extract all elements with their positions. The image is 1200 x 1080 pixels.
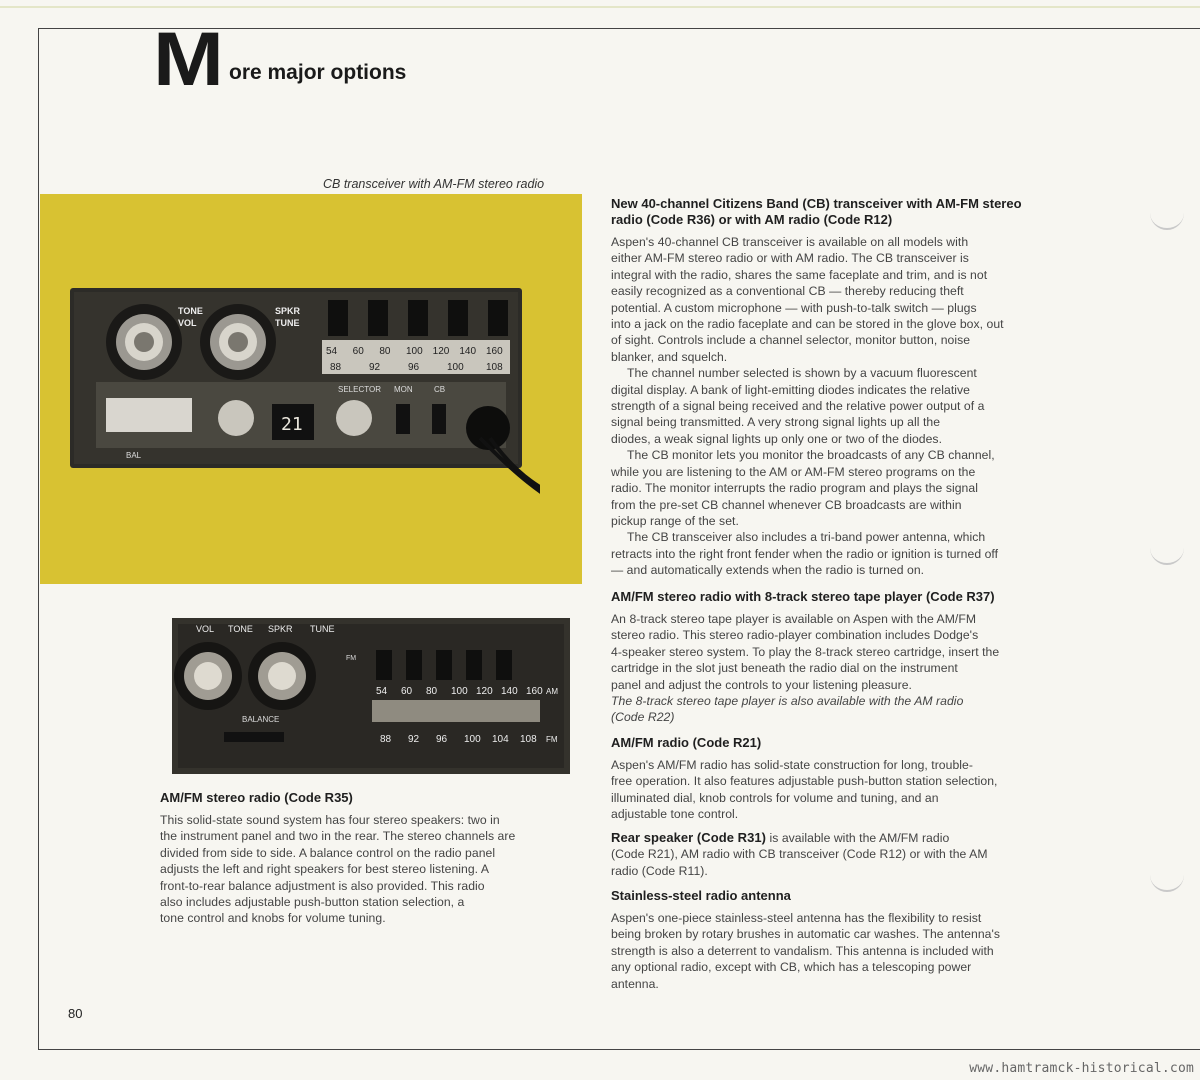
dial-scale-number: 80 bbox=[379, 346, 391, 357]
text-line: being broken by rotary brushes in automatic car washes. The antenna's bbox=[611, 927, 1000, 942]
text-line: pickup range of the set. bbox=[611, 513, 739, 528]
dial-scale-number: 120 bbox=[476, 686, 493, 697]
text-line: integral with the radio, shares the same faceplate and trim, and is not bbox=[611, 267, 988, 282]
balance-slider bbox=[224, 732, 284, 742]
tone-vol-knob bbox=[106, 304, 182, 380]
section-heading: AM/FM stereo radio (Code R35) bbox=[160, 790, 353, 805]
text-line: potential. A custom microphone — with push-to-talk switch — plugs bbox=[611, 300, 977, 315]
bal-label: BAL bbox=[126, 451, 142, 460]
text-line: any optional radio, except with CB, which has a telescoping power bbox=[611, 960, 972, 975]
dial-scale-number: 92 bbox=[408, 734, 420, 745]
top-rule bbox=[0, 6, 1200, 8]
text-line: An 8-track stereo tape player is available on Aspen with the AM/FM bbox=[611, 612, 977, 626]
cb-button bbox=[432, 404, 446, 434]
am-band-label: AM bbox=[546, 687, 558, 696]
cb-transceiver-section bbox=[611, 196, 1081, 579]
spkr-tune-knob bbox=[200, 304, 276, 380]
text-line: digital display. A bank of light-emitting diodes indicates the relative bbox=[611, 382, 970, 397]
tone-label-2: TONE bbox=[228, 624, 253, 634]
mon-button bbox=[396, 404, 410, 434]
text-line: antenna. bbox=[611, 976, 659, 991]
dial-scale-number: 60 bbox=[352, 346, 364, 357]
dial-scale-number: 100 bbox=[464, 734, 481, 745]
text-line: — and automatically extends when the radio is turned on. bbox=[611, 563, 925, 578]
tune-label-2: TUNE bbox=[310, 624, 335, 634]
text-line: The channel number selected is shown by a vacuum fluorescent bbox=[627, 366, 977, 381]
text-line: The CB monitor lets you monitor the broadcasts of any CB channel, bbox=[627, 448, 995, 463]
watermark: www.hamtramck-historical.com bbox=[969, 1061, 1194, 1076]
dial-scale-number: 54 bbox=[326, 346, 338, 357]
cb-radio-photo bbox=[70, 288, 540, 528]
text-line: free operation. It also features adjustable push-button station selection, bbox=[611, 774, 998, 789]
text-line: stereo radio. This stereo radio-player combination includes Dodge's bbox=[611, 628, 979, 643]
text-line: tone control and knobs for volume tuning. bbox=[160, 911, 386, 926]
fm-band-label: FM bbox=[546, 735, 558, 744]
dial-scale-number: 100 bbox=[447, 362, 464, 373]
text-line: Aspen's AM/FM radio has solid-state construction for long, trouble- bbox=[611, 758, 973, 772]
spkr-tune-knob-2 bbox=[248, 642, 316, 710]
antenna-section bbox=[611, 888, 1081, 992]
dial-scale-number: 96 bbox=[408, 362, 420, 373]
section-heading: Stainless-steel radio antenna bbox=[611, 888, 791, 903]
text-line: (Code R21), AM radio with CB transceiver (Code R12) or with the AM bbox=[611, 847, 988, 862]
dial-scale-number: 88 bbox=[330, 362, 342, 373]
section-heading-line: radio (Code R36) or with AM radio (Code R12) bbox=[611, 212, 893, 227]
text-line: Aspen's 40-channel CB transceiver is available on all models with bbox=[611, 235, 969, 249]
eight-track-section bbox=[611, 589, 1081, 726]
dial-scale-number: 104 bbox=[492, 734, 509, 745]
section-heading-line: New 40-channel Citizens Band (CB) transceiver with AM-FM stereo bbox=[611, 196, 1022, 211]
text-line: retracts into the right front fender when the radio or ignition is turned off bbox=[611, 546, 999, 561]
text-line: strength of a signal being received and the relative power output of a bbox=[611, 399, 985, 414]
text-line: The 8-track stereo tape player is also available with the AM radio bbox=[611, 694, 964, 709]
am-fm-radio-section bbox=[611, 735, 1081, 823]
title-initial: M bbox=[153, 17, 222, 102]
dial-scale-number: 108 bbox=[486, 362, 503, 373]
text-line: illuminated dial, knob controls for volume and tuning, and an bbox=[611, 790, 939, 805]
vol-tone-knob bbox=[174, 642, 242, 710]
squelch-knob bbox=[218, 400, 254, 436]
balance-label: BALANCE bbox=[242, 715, 280, 724]
text-line: diodes, a weak signal lights up only one or two of the diodes. bbox=[611, 431, 943, 446]
dial-scale-number: 140 bbox=[501, 686, 518, 697]
text-line: signal being transmitted. A very strong signal lights up all the bbox=[611, 415, 941, 430]
rear-speaker-text: is available with the AM/FM radio bbox=[766, 831, 950, 845]
text-line: panel and adjust the controls to your listening pleasure. bbox=[611, 677, 912, 692]
text-line: cartridge in the slot just beneath the radio dial on the instrument bbox=[611, 661, 958, 676]
dial-scale-number: 160 bbox=[486, 346, 503, 357]
dial-scale-number: 80 bbox=[426, 686, 438, 697]
dial-scale-number: 108 bbox=[520, 734, 537, 745]
text-line: of sight. Controls include a channel selector, monitor button, noise bbox=[611, 333, 971, 348]
mon-label: MON bbox=[394, 385, 413, 394]
text-line: front-to-rear balance adjustment is also provided. This radio bbox=[160, 878, 485, 893]
tune-label: TUNE bbox=[275, 318, 300, 328]
page-number: 80 bbox=[68, 1006, 83, 1021]
spkr-label-2: SPKR bbox=[268, 624, 293, 634]
tuning-dial-2 bbox=[372, 700, 540, 722]
rear-speaker-first-line bbox=[611, 830, 1081, 846]
text-line: The CB transceiver also includes a tri-band power antenna, which bbox=[627, 530, 986, 545]
text-line: Aspen's one-piece stainless-steel antenna has the flexibility to resist bbox=[611, 911, 982, 925]
vol-label: VOL bbox=[178, 318, 197, 328]
dial-scale-number: 88 bbox=[380, 734, 392, 745]
photo-caption: CB transceiver with AM-FM stereo radio bbox=[323, 177, 545, 191]
page-title: ore major options bbox=[229, 61, 407, 84]
am-fm-stereo-section bbox=[160, 790, 590, 927]
dial-scale-number: 96 bbox=[436, 734, 448, 745]
dial-scale-number: 100 bbox=[406, 346, 423, 357]
dial-scale-number: 92 bbox=[369, 362, 381, 373]
text-line: while you are listening to the AM or AM-FM stereo programs on the bbox=[611, 464, 976, 479]
selector-knob bbox=[336, 400, 372, 436]
section-heading: Rear speaker (Code R31) bbox=[611, 830, 767, 845]
dial-scale-number: 60 bbox=[401, 686, 413, 697]
text-line: also includes adjustable push-button station selection, a bbox=[160, 895, 465, 910]
text-line: adjusts the left and right speakers for best stereo listening. A bbox=[160, 862, 490, 877]
text-line: strength is also a deterrent to vandalism. This antenna is included with bbox=[611, 943, 994, 958]
fm-indicator: FM bbox=[346, 655, 357, 662]
text-line: either AM-FM stereo radio or with AM radio. The CB transceiver is bbox=[611, 251, 969, 266]
tone-label: TONE bbox=[178, 306, 203, 316]
rear-speaker-section bbox=[611, 830, 1081, 879]
text-line: the instrument panel and two in the rear. The stereo channels are bbox=[160, 829, 516, 844]
text-line: blanker, and squelch. bbox=[611, 349, 728, 364]
dial-scale-number: 54 bbox=[376, 686, 388, 697]
text-line: from the pre-set CB channel whenever CB broadcasts are within bbox=[611, 497, 962, 512]
text-line: easily recognized as a conventional CB — thereby reducing theft bbox=[611, 284, 964, 299]
text-line: 4-speaker stereo system. To play the 8-track stereo cartridge, insert the bbox=[611, 644, 1000, 659]
vol-label-2: VOL bbox=[196, 624, 215, 634]
channel-number: 21 bbox=[281, 414, 303, 435]
dial-scale-number: 160 bbox=[526, 686, 543, 697]
text-line: adjustable tone control. bbox=[611, 807, 739, 822]
spkr-label: SPKR bbox=[275, 306, 301, 316]
section-heading: AM/FM radio (Code R21) bbox=[611, 735, 762, 750]
text-line: (Code R22) bbox=[611, 710, 675, 725]
am-fm-radio-photo bbox=[172, 618, 572, 776]
text-line: This solid-state sound system has four stereo speakers: two in bbox=[160, 813, 500, 827]
signal-led-bank bbox=[106, 398, 192, 432]
dial-scale-number: 140 bbox=[459, 346, 477, 357]
dial-scale-number: 120 bbox=[432, 346, 450, 357]
text-line: radio. The monitor interrupts the radio program and plays the signal bbox=[611, 481, 978, 496]
selector-label: SELECTOR bbox=[338, 385, 381, 394]
dial-scale-number: 100 bbox=[451, 686, 468, 697]
text-line: divided from side to side. A balance control on the radio panel bbox=[160, 845, 496, 860]
section-heading: AM/FM stereo radio with 8-track stereo tape player (Code R37) bbox=[611, 589, 995, 604]
cb-label: CB bbox=[434, 385, 446, 394]
text-line: into a jack on the radio faceplate and can be stored in the glove box, out bbox=[611, 317, 1004, 332]
text-line: radio (Code R11). bbox=[611, 863, 708, 878]
